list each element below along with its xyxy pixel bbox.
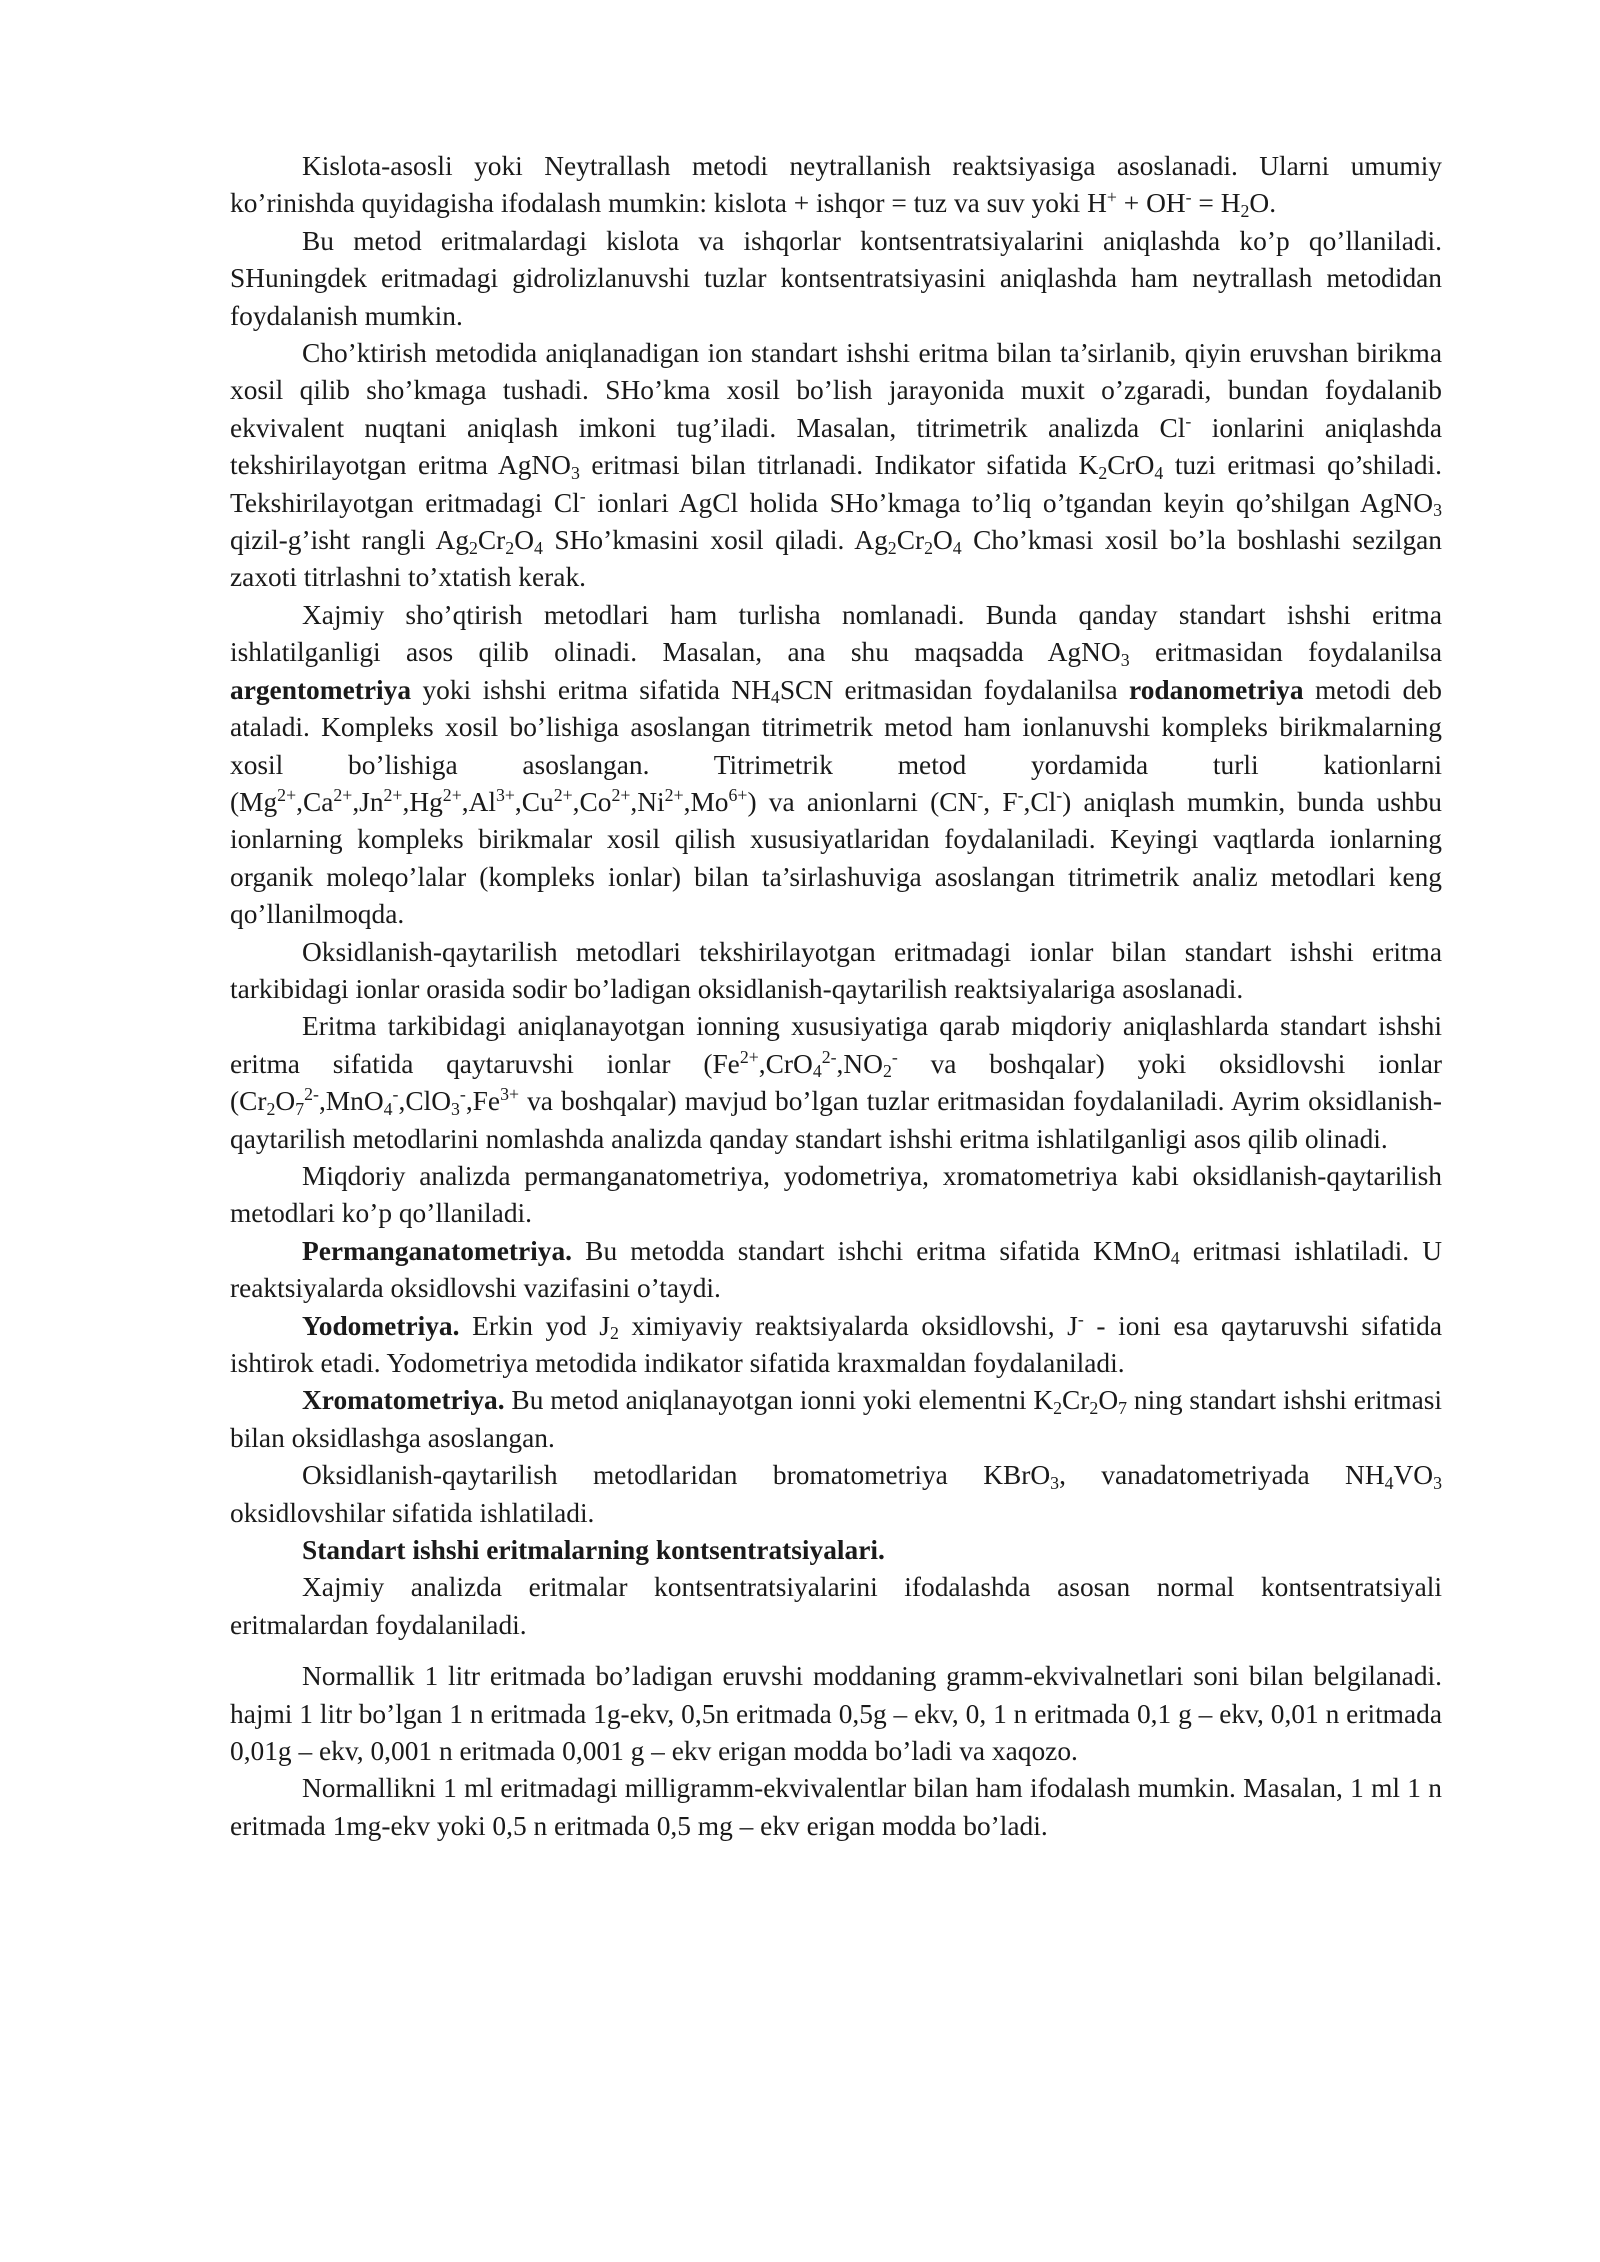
superscript: 2+ bbox=[739, 1046, 759, 1067]
text-run: Cr bbox=[477, 525, 506, 556]
paragraph-permanganatometry bbox=[230, 1233, 1442, 1308]
text-run: ,Al bbox=[461, 786, 496, 817]
paragraph-redox-reagents bbox=[230, 1008, 1442, 1158]
bold-term: Xromatometriya. bbox=[302, 1385, 505, 1416]
text-run: ionlari AgCl holida SHo’kmaga to’liq o’tgandan keyin qo’shilgan AgNO bbox=[585, 487, 1434, 518]
text-run: Xajmiy analizda eritmalar kontsentratsiyalarini ifodalashda asosan normal kontsentratsiyali eritmalardan foydalaniladi. bbox=[230, 1572, 1442, 1640]
text-run: ximiyaviy reaktsiyalarda oksidlovshi, J bbox=[618, 1310, 1078, 1341]
text-run: ionlarini aniqlashda tekshirilayotgan eritma AgNO bbox=[230, 412, 1442, 481]
superscript: 2+ bbox=[383, 785, 403, 806]
text-run: Oksidlanish-qaytarilish metodlari tekshirilayotgan eritmadagi ionlar bilan standart ishshi eritma tarkibidagi ionlar orasida sodir bo’ladigan oksidlanish-qaytarilish reaktsiyalariga asoslanadi. bbox=[230, 936, 1442, 1004]
text-run: , F bbox=[983, 786, 1018, 817]
subscript: 3 bbox=[1050, 1472, 1060, 1493]
paragraph-redox-methods bbox=[230, 934, 1442, 1009]
subscript: 4 bbox=[383, 1098, 393, 1119]
superscript: 2+ bbox=[442, 785, 462, 806]
text-run: Kislota-asosli yoki Neytrallash metodi neytrallanish reaktsiyasiga asoslanadi. Ularni umumiy ko’rinishda quyidagisha ifodalash mumkin: kislota + ishqor = tuz va suv yoki H bbox=[230, 151, 1442, 219]
paragraph-normal-concentration bbox=[230, 1569, 1442, 1644]
text-run: Bu metod eritmalardagi kislota va ishqorlar kontsentratsiyalarini aniqlashda ko’p qo’llaniladi. SHuningdek eritmadagi gidrolizlanuvshi tuzlar kontsentratsiyasini aniqlashda ham neytrallash metodidan foydalanish mumkin. bbox=[230, 225, 1442, 331]
paragraph-redox-list bbox=[230, 1158, 1442, 1233]
text-run: va boshqalar) yoki oksidlovshi ionlar (Cr bbox=[230, 1048, 1443, 1117]
subscript: 2 bbox=[1240, 200, 1250, 221]
text-run: O. bbox=[1249, 188, 1277, 219]
text-run: CrO bbox=[1107, 450, 1155, 481]
subscript: 2 bbox=[1098, 462, 1108, 483]
superscript: - bbox=[392, 1084, 399, 1105]
text-run: Normallikni 1 ml eritmadagi milligramm-ekvivalentlar bilan ham ifodalash mumkin. Masalan, 1 ml 1 n eritmada 1mg-ekv yoki 0,5 n eritmada 0,5 mg – ekv erigan modda bo’ladi. bbox=[230, 1773, 1442, 1841]
superscript: 2- bbox=[821, 1046, 837, 1067]
superscript: 3+ bbox=[495, 785, 515, 806]
paragraph-iodometry bbox=[230, 1308, 1442, 1383]
paragraph-normality-ml bbox=[230, 1770, 1442, 1845]
text-run: + OH bbox=[1116, 188, 1186, 219]
document-page bbox=[230, 148, 1442, 1845]
text-run: metodi deb ataladi. Kompleks xosil bo’lishiga asoslangan titrimetrik metod ham ionlanuvshi kompleks birikmalarning xosil bo’lishiga asoslangan. Titrimetrik metod yordamida turli kationlarni (Mg bbox=[230, 674, 1442, 817]
superscript: 2+ bbox=[333, 785, 353, 806]
subscript: 4 bbox=[533, 537, 543, 558]
superscript: 2- bbox=[304, 1084, 319, 1105]
superscript: - bbox=[1077, 1308, 1084, 1329]
paragraph-chromatometry bbox=[230, 1382, 1442, 1457]
superscript: 2+ bbox=[277, 785, 297, 806]
text-run: Bu metodda standart ishchi eritma sifatida KMnO bbox=[572, 1235, 1171, 1266]
subscript: 3 bbox=[1120, 649, 1130, 670]
text-run: Miqdoriy analizda permanganatometriya, yodometriya, xromatometriya kabi oksidlanish-qaytarilish metodlari ko’p qo’llaniladi. bbox=[230, 1160, 1442, 1229]
text-run: ,Co bbox=[572, 786, 612, 817]
superscript: 3+ bbox=[500, 1084, 520, 1105]
subscript: 2 bbox=[1089, 1397, 1099, 1418]
text-run: Cr bbox=[1062, 1385, 1090, 1416]
text-run: Cr bbox=[896, 525, 925, 556]
text-run: yoki ishshi eritma sifatida NH bbox=[411, 674, 771, 705]
paragraph-neutralization-intro bbox=[230, 148, 1442, 223]
subscript: 2 bbox=[887, 537, 897, 558]
text-run: = H bbox=[1191, 188, 1241, 219]
text-run: ,MnO bbox=[318, 1086, 384, 1117]
subscript: 2 bbox=[469, 537, 478, 558]
bold-term: argentometriya bbox=[230, 674, 412, 705]
text-run: Xajmiy sho’qtirish metodlari ham turlisha nomlanadi. Bunda qanday standart ishshi eritma ishlatilganligi asos qilib olinadi. Masalan, ana shu maqsadda AgNO bbox=[230, 599, 1442, 668]
text-run: SCN eritmasidan foydalanilsa bbox=[779, 674, 1130, 705]
text-run: tuzi eritmasi qo’shiladi. Tekshirilayotgan eritmadagi Cl bbox=[230, 450, 1442, 518]
superscript: - bbox=[1185, 411, 1192, 432]
text-run: eritmasi bilan titrlanadi. Indikator sifatida K bbox=[579, 450, 1099, 481]
text-run: O bbox=[933, 525, 953, 556]
text-run: Eritma tarkibidagi aniqlanayotgan ionning xususiyatiga qarab miqdoriy aniqlashlarda standart ishshi eritma sifatida qaytaruvshi ionlar (Fe bbox=[230, 1011, 1442, 1079]
subscript: 4 bbox=[952, 537, 962, 558]
text-run: ,Cl bbox=[1023, 786, 1057, 817]
subscript: 2 bbox=[609, 1323, 619, 1344]
superscript: + bbox=[1106, 186, 1117, 207]
subscript: 2 bbox=[505, 537, 515, 558]
subscript: 7 bbox=[1118, 1397, 1128, 1418]
text-run: Normallik 1 litr eritmada bo’ladigan eruvshi moddaning gramm-ekvivalnetlari soni bilan belgilanadi. hajmi 1 litr bo’lgan 1 n eritmada 1g-ekv, 0,5n eritmada 0,5g – ekv, 0, 1 n eritmada 0,1 g – ekv, 0,01 n eritmada 0,01g – ekv, 0,001 n eritmada 0,001 g – ekv erigan modda bo’ladi va xaqozo. bbox=[230, 1661, 1442, 1767]
text-run: ning standart ishshi eritmasi bilan oksidlashga asoslangan. bbox=[230, 1385, 1443, 1453]
text-run: Cho’kmasi xosil bo’la boshlashi sezilgan zaxoti titrlashni to’xtatish kerak. bbox=[230, 525, 1443, 593]
text-run: Erkin yod J bbox=[459, 1310, 610, 1341]
text-run: ,Fe bbox=[465, 1086, 501, 1117]
bold-term: Standart ishshi eritmalarning kontsentratsiyalari. bbox=[302, 1535, 885, 1566]
text-run: eritmasi ishlatiladi. U reaktsiyalarda oksidlovshi vazifasini o’taydi. bbox=[230, 1235, 1442, 1304]
superscript: - bbox=[1185, 186, 1192, 207]
text-run: ) aniqlash mumkin, bunda ushbu ionlarning kompleks birikmalar xosil qilish xususiyatlaridan foydalaniladi. Keyingi vaqtlarda ionlarning organik moleqo’lalar (kompleks ionlar) bilan ta’sirlashuviga asoslangan titrimetrik analiz metodlari keng qo’llanilmoqda. bbox=[230, 786, 1442, 930]
text-run: ) va anionlarni (CN bbox=[747, 786, 978, 817]
bold-term: rodanometriya bbox=[1129, 674, 1304, 705]
text-run: Cho’ktirish metodida aniqlanadigan ion standart ishshi eritma bilan ta’sirlanib, qiyin eruvshan birikma xosil qilib sho’kmaga tushadi. SHo’kma xosil bo’lish jarayonida muxit o’zgaradi, bundan foydalanib ekvivalent nuqtani aniqlash imkoni tug’iladi. Masalan, titrimetrik analizda Cl bbox=[230, 338, 1442, 443]
superscript: - bbox=[579, 485, 586, 506]
subscript: 4 bbox=[770, 687, 780, 708]
text-run: VO bbox=[1393, 1460, 1434, 1491]
subscript: 4 bbox=[1170, 1248, 1180, 1269]
text-run: O bbox=[275, 1086, 296, 1117]
text-run: - ioni esa qaytaruvshi sifatida ishtirok etadi. Yodometriya metodida indikator sifatida kraxmaldan foydalaniladi. bbox=[230, 1310, 1442, 1378]
text-run: eritmasidan foydalanilsa bbox=[1129, 637, 1442, 668]
text-run: ,Jn bbox=[352, 786, 384, 817]
subscript: 3 bbox=[1433, 500, 1442, 521]
subscript: 3 bbox=[450, 1098, 460, 1119]
text-run: Oksidlanish-qaytarilish metodlaridan bromatometriya KBrO bbox=[302, 1460, 1051, 1491]
text-run: ,Hg bbox=[402, 786, 443, 817]
subscript: 3 bbox=[1433, 1472, 1442, 1493]
subscript: 4 bbox=[1384, 1472, 1394, 1493]
text-run: ,ClO bbox=[398, 1086, 451, 1117]
subscript: 3 bbox=[570, 462, 580, 483]
superscript: 6+ bbox=[728, 785, 748, 806]
text-run: ,CrO bbox=[758, 1048, 813, 1079]
superscript: - bbox=[1017, 785, 1024, 806]
subscript: 2 bbox=[1053, 1397, 1063, 1418]
subscript: 2 bbox=[882, 1061, 892, 1082]
subscript: 4 bbox=[812, 1061, 822, 1082]
text-run: ,Mo bbox=[683, 786, 729, 817]
text-run: , vanadatometriyada NH bbox=[1059, 1460, 1385, 1491]
paragraph-neutralization-use bbox=[230, 223, 1442, 335]
text-run: ,Ca bbox=[296, 786, 334, 817]
text-run: ,Cu bbox=[514, 786, 554, 817]
superscript: 2+ bbox=[664, 785, 684, 806]
text-run: oksidlovshilar sifatida ishlatiladi. bbox=[230, 1497, 595, 1528]
superscript: 2+ bbox=[553, 785, 573, 806]
subscript: 4 bbox=[1154, 462, 1164, 483]
text-run: va boshqalar) mavjud bo’lgan tuzlar eritmasidan foydalaniladi. Ayrim oksidlanish-qaytarilish metodlarini nomlashda analizda qanday standart ishshi eritma ishlatilganligi asos qilib olinadi. bbox=[230, 1086, 1442, 1154]
superscript: - bbox=[1056, 785, 1063, 806]
text-run: Bu metod aniqlanayotgan ionni yoki elementni K bbox=[504, 1385, 1054, 1416]
superscript: - bbox=[459, 1084, 466, 1105]
subscript: 2 bbox=[924, 537, 933, 558]
bold-term: Permanganatometriya. bbox=[302, 1235, 573, 1266]
text-run: ,NO bbox=[836, 1048, 883, 1079]
text-run: ,Ni bbox=[630, 786, 665, 817]
text-run: O bbox=[1098, 1385, 1119, 1416]
bold-term: Yodometriya. bbox=[302, 1310, 460, 1341]
paragraph-precipitation-naming bbox=[230, 597, 1442, 934]
paragraph-bromatometry bbox=[230, 1457, 1442, 1532]
superscript: - bbox=[977, 785, 984, 806]
text-run: qizil-g’isht rangli Ag bbox=[230, 525, 469, 556]
text-run: O bbox=[514, 525, 534, 556]
section-heading-concentrations bbox=[230, 1532, 1442, 1569]
paragraph-normality-litre bbox=[230, 1658, 1442, 1770]
subscript: 7 bbox=[295, 1098, 305, 1119]
subscript: 2 bbox=[266, 1098, 276, 1119]
text-run: SHo’kmasini xosil qiladi. Ag bbox=[542, 525, 888, 556]
superscript: - bbox=[891, 1046, 898, 1067]
superscript: 2+ bbox=[611, 785, 631, 806]
paragraph-precipitation-method bbox=[230, 335, 1442, 597]
